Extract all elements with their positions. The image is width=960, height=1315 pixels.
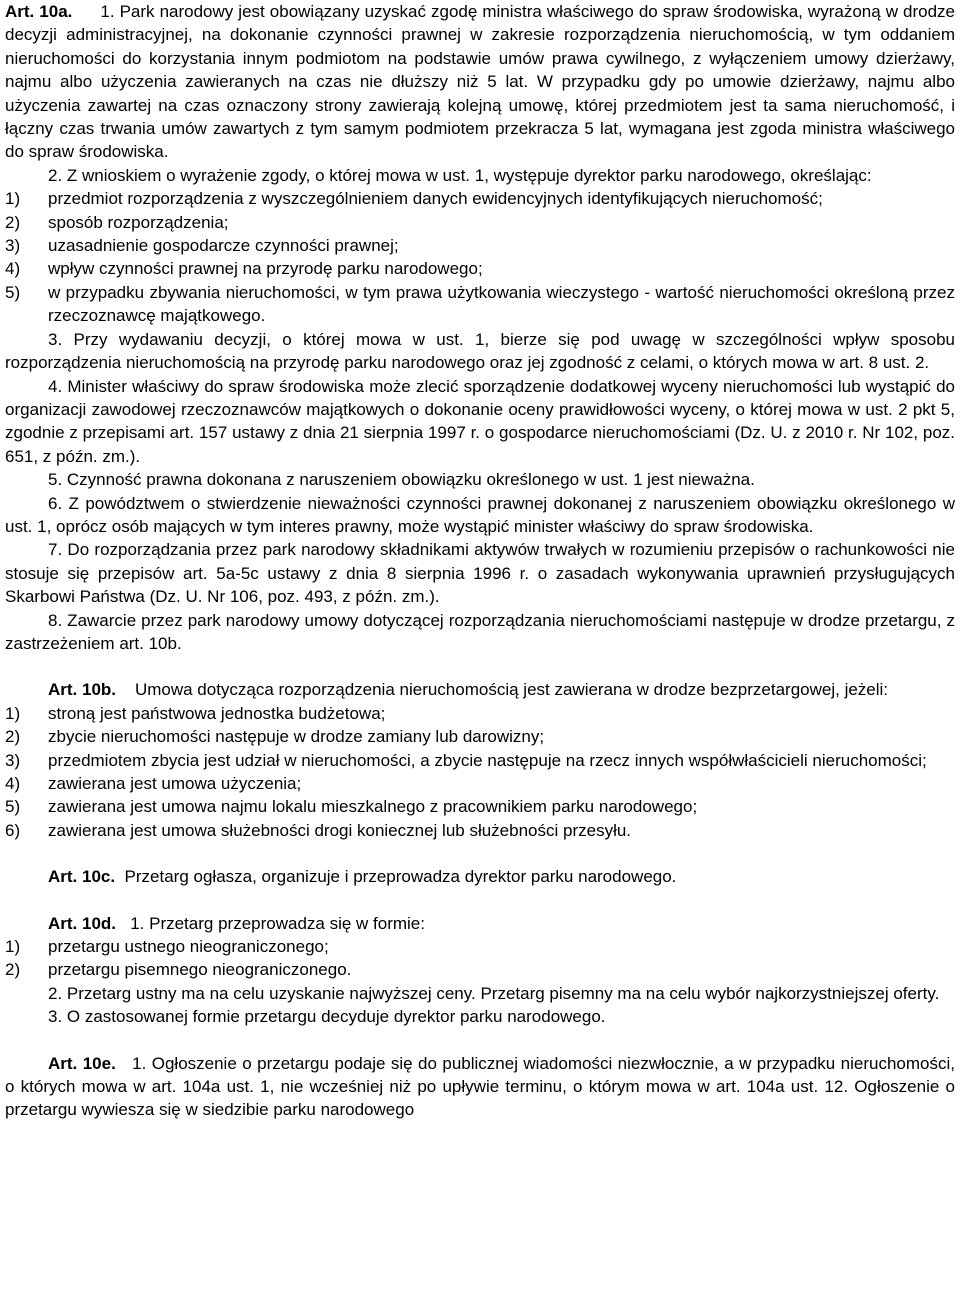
list-item bbox=[5, 725, 955, 748]
list-item bbox=[5, 819, 955, 842]
list-item-number: 4) bbox=[5, 774, 21, 793]
art-10b-list bbox=[5, 702, 955, 842]
art-10e-label: Art. 10e. bbox=[48, 1053, 116, 1073]
list-item-text: w przypadku zbywania nieruchomości, w tym prawa użytkowania wieczystego - wartość nieruchomości określoną przez rzeczoznawcę majątkowego. bbox=[48, 282, 955, 326]
art-10d-label: Art. 10d. bbox=[48, 913, 117, 933]
art-10d-paragraph-2: 2. Przetarg ustny ma na celu uzyskanie najwyższej ceny. Przetarg pisemny ma na celu wybór najkorzystniejszej oferty. bbox=[48, 983, 940, 1003]
list-item-text: sposób rozporządzenia; bbox=[48, 212, 229, 232]
list-item bbox=[5, 935, 955, 958]
list-item-text: uzasadnienie gospodarcze czynności prawnej; bbox=[48, 236, 399, 256]
list-item bbox=[5, 795, 955, 818]
spacer bbox=[5, 655, 955, 678]
list-item bbox=[5, 211, 955, 234]
spacer bbox=[5, 1029, 955, 1052]
art-10a-paragraph-6: 6. Z powództwem o stwierdzenie nieważności czynności prawnej dokonanej z naruszeniem obowiązku określonego w ust. 1, oprócz osób mających w tym interes prawny, może wystąpić minister właściwy do spraw środowiska. bbox=[5, 493, 955, 536]
list-item-text: zawierana jest umowa służebności drogi koniecznej lub służebności przesyłu. bbox=[48, 820, 632, 840]
art-10a-paragraph-3: 3. Przy wydawaniu decyzji, o której mowa w ust. 1, bierze się pod uwagę w szczególności wpływ sposobu rozporządzenia nieruchomością na przyrodę parku narodowego oraz jej zgodność z celami, o których mowa w art. 8 ust. 2. bbox=[5, 329, 955, 373]
art-10a-paragraph-1 bbox=[5, 0, 955, 164]
art-10c-label: Art. 10c. bbox=[48, 867, 116, 887]
list-item-number: 5) bbox=[5, 282, 21, 302]
art-10c-paragraph bbox=[5, 865, 955, 888]
list-item-number: 2) bbox=[5, 212, 21, 232]
list-item-text: zbycie nieruchomości następuje w drodze zamiany lub darowizny; bbox=[48, 727, 545, 747]
art-10d-p1-text: 1. Przetarg przeprowadza się w formie: bbox=[130, 913, 425, 933]
list-item-text: przedmiot rozporządzenia z wyszczególnieniem danych ewidencyjnych identyfikujących nieruchomość; bbox=[48, 189, 823, 209]
art-10a-paragraph-5: 5. Czynność prawna dokonana z naruszeniem obowiązku określonego w ust. 1 jest nieważna. bbox=[48, 470, 755, 490]
list-item-text: zawierana jest umowa użyczenia; bbox=[48, 774, 302, 793]
list-item bbox=[5, 749, 955, 772]
art-10d-list bbox=[5, 935, 955, 982]
list-item-number: 3) bbox=[5, 750, 21, 770]
list-item bbox=[5, 772, 955, 795]
spacer bbox=[5, 889, 955, 912]
list-item-number: 5) bbox=[5, 797, 21, 817]
list-item bbox=[5, 234, 955, 257]
art-10d-paragraph-1 bbox=[5, 912, 955, 935]
art-10b-intro-text: Umowa dotycząca rozporządzenia nieruchomością jest zawierana w drodze bezprzetargowej, jeżeli: bbox=[134, 680, 889, 700]
list-item-text: stroną jest państwowa jednostka budżetowa; bbox=[48, 703, 386, 723]
list-item bbox=[5, 958, 955, 981]
list-item-number: 2) bbox=[5, 727, 21, 747]
list-item-number: 1) bbox=[5, 703, 21, 723]
list-item-number: 1) bbox=[5, 937, 21, 957]
list-item-number: 1) bbox=[5, 189, 21, 209]
list-item-number: 3) bbox=[5, 236, 21, 256]
art-10d-paragraph-3: 3. O zastosowanej formie przetargu decyduje dyrektor parku narodowego. bbox=[48, 1007, 606, 1027]
spacer bbox=[5, 842, 955, 865]
list-item bbox=[5, 281, 955, 328]
list-item-number: 6) bbox=[5, 820, 21, 840]
art-10a-p1-text: 1. Park narodowy jest obowiązany uzyskać zgodę ministra właściwego do spraw środowiska, wyrażoną w drodze decyzji administracyjnej, na dokonanie czynności prawnej w zakresie rozporządzenia nieruchomością, w tym oddaniem nieruchomości do korzystania innym podmiotom na podstawie umów prawa cywilnego, z wyłączeniem umowy dzierżawy, najmu albo użyczenia zawieranych na czas nie dłuższy niż 5 lat. W przypadku gdy po umowie dzierżawy, najmu albo użyczenia zawartej na czas oznaczony strony zawierają kolejną umowę, której przedmiotem jest ta sama nieruchomość, i łączny czas trwania umów zawartych z tym samym podmiotem przekracza 5 lat, wymagana jest zgoda ministra właściwego do spraw środowiska. bbox=[5, 2, 955, 162]
list-item-text: zawierana jest umowa najmu lokalu mieszkalnego z pracownikiem parku narodowego; bbox=[48, 797, 698, 817]
list-item bbox=[5, 702, 955, 725]
art-10a-p2-list bbox=[5, 187, 955, 327]
art-10a-paragraph-2: 2. Z wnioskiem o wyrażenie zgody, o której mowa w ust. 1, występuje dyrektor parku narodowego, określając: bbox=[48, 165, 872, 185]
art-10a-label: Art. 10a. bbox=[5, 2, 73, 21]
list-item bbox=[5, 257, 955, 280]
art-10b-label: Art. 10b. bbox=[48, 680, 117, 700]
art-10c-text: Przetarg ogłasza, organizuje i przeprowadza dyrektor parku narodowego. bbox=[124, 867, 677, 887]
art-10b-intro bbox=[5, 678, 955, 701]
art-10e-p1-text: 1. Ogłoszenie o przetargu podaje się do publicznej wiadomości niezwłocznie, a w przypadku nieruchomości, o których mowa w art. 104a ust. 1, nie wcześniej niż po upływie terminu, o którym mowa w art. 104a ust. 12. Ogłoszenie o przetargu wywiesza się w siedzibie parku narodowego bbox=[5, 1053, 955, 1120]
list-item-text: przedmiotem zbycia jest udział w nieruchomości, a zbycie następuje na rzecz innych współwłaścicieli nieruchomości; bbox=[48, 750, 927, 770]
list-item bbox=[5, 187, 955, 210]
list-item-text: przetargu pisemnego nieograniczonego. bbox=[48, 960, 352, 980]
art-10a-paragraph-7: 7. Do rozporządzania przez park narodowy składnikami aktywów trwałych w rozumieniu przepisów o rachunkowości nie stosuje się przepisów art. 5a-5c ustawy z dnia 8 sierpnia 1996 r. o zasadach wykonywania uprawnień przysługujących Skarbowi Państwa (Dz. U. Nr 106, poz. 493, z późn. zm.). bbox=[5, 540, 955, 607]
art-10a-paragraph-8: 8. Zawarcie przez park narodowy umowy dotyczącej rozporządzania nieruchomościami następuje w drodze przetargu, z zastrzeżeniem art. 10b. bbox=[5, 610, 955, 653]
art-10a-paragraph-4: 4. Minister właściwy do spraw środowiska może zlecić sporządzenie dodatkowej wyceny nieruchomości lub wystąpić do organizacji zawodowej rzeczoznawców majątkowych o dokonanie oceny prawidłowości wyceny, o której mowa w ust. 2 pkt 5, zgodnie z przepisami art. 157 ustawy z dnia 21 sierpnia 1997 r. o gospodarce nieruchomościami (Dz. U. z 2010 r. Nr 102, poz. 651, z późn. zm.). bbox=[5, 376, 955, 466]
list-item-number: 2) bbox=[5, 960, 21, 980]
list-item-text: wpływ czynności prawnej na przyrodę parku narodowego; bbox=[48, 259, 483, 279]
list-item-text: przetargu ustnego nieograniczonego; bbox=[48, 937, 329, 957]
list-item-number: 4) bbox=[5, 259, 21, 279]
art-10e-paragraph-1 bbox=[5, 1052, 955, 1122]
